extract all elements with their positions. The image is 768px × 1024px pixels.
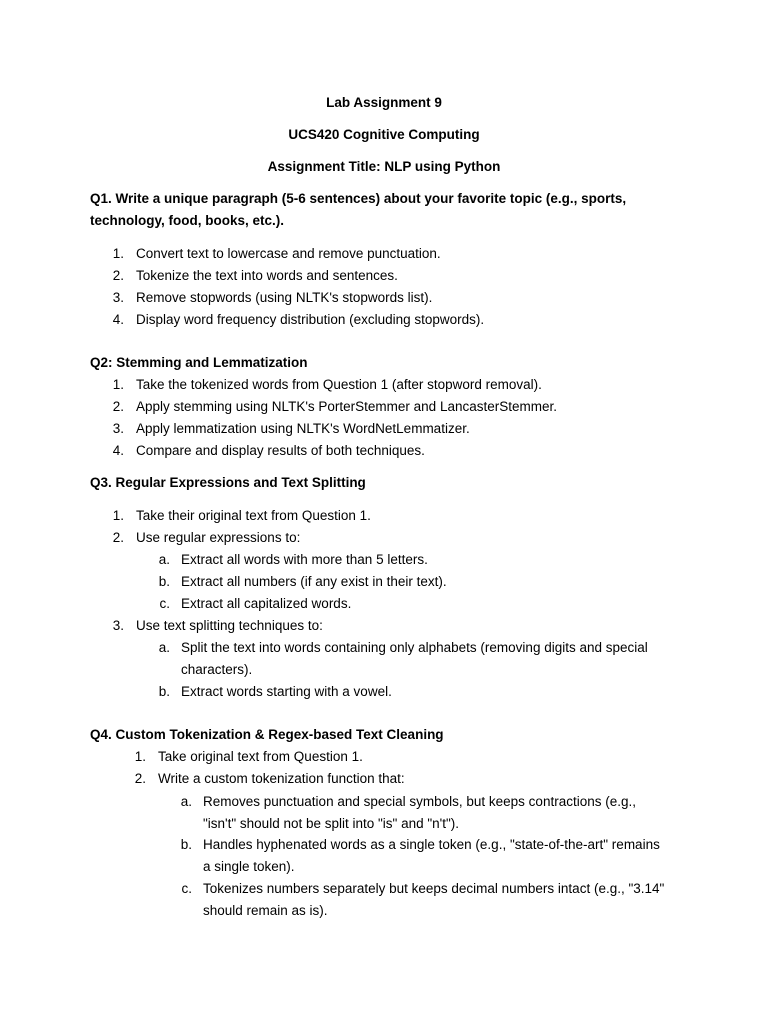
- lab-title: Lab Assignment 9: [326, 95, 442, 110]
- q1-item-text: Display word frequency distribution (excluding stopwords).: [136, 312, 485, 327]
- q3-subitem-letter: a.: [158, 552, 170, 567]
- q2-item-text: Compare and display results of both techniques.: [136, 443, 425, 458]
- q1-item-number: 1.: [112, 246, 124, 261]
- q3-item-number: 3.: [112, 618, 124, 633]
- q3-subitem-text: Extract words starting with a vowel.: [181, 684, 392, 699]
- course-title: UCS420 Cognitive Computing: [288, 127, 480, 142]
- q2-item-text: Take the tokenized words from Question 1 (after stopword removal).: [136, 377, 542, 392]
- q3-subitem-letter: c.: [159, 596, 170, 611]
- q1-heading-line2: technology, food, books, etc.).: [90, 213, 285, 228]
- q2-item-number: 1.: [112, 377, 124, 392]
- q3-item-text: Take their original text from Question 1.: [136, 508, 371, 523]
- q4-subitem-letter: c.: [181, 881, 192, 896]
- q4-heading: Q4. Custom Tokenization & Regex-based Text Cleaning: [90, 727, 444, 742]
- q2-item-number: 3.: [112, 421, 124, 436]
- q1-heading-line1: Q1. Write a unique paragraph (5-6 sentences) about your favorite topic (e.g., sports,: [90, 191, 627, 206]
- q4-item-text: Take original text from Question 1.: [158, 749, 363, 764]
- q4-subitem-text-line1: Removes punctuation and special symbols, but keeps contractions (e.g.,: [203, 794, 636, 809]
- q1-item-text: Remove stopwords (using NLTK's stopwords list).: [136, 290, 433, 305]
- q1-item-text: Tokenize the text into words and sentences.: [136, 268, 398, 283]
- q3-subitem-text: Extract all words with more than 5 letters.: [181, 552, 428, 567]
- q3-subitem-text: Extract all numbers (if any exist in their text).: [181, 574, 447, 589]
- q4-subitem-text-line2: a single token).: [203, 859, 295, 874]
- q2-item-number: 2.: [112, 399, 124, 414]
- q3-item-text: Use regular expressions to:: [136, 530, 301, 545]
- q3-subitem-letter: a.: [158, 640, 170, 655]
- q2-item-number: 4.: [112, 443, 124, 458]
- q3-subitem-letter: b.: [158, 684, 170, 699]
- q3-subitem-text-line2: characters).: [181, 662, 253, 677]
- q4-subitem-text-line2: "isn't" should not be split into "is" and "n't").: [203, 816, 460, 831]
- q3-subitem-letter: b.: [158, 574, 170, 589]
- q4-subitem-text-line1: Tokenizes numbers separately but keeps decimal numbers intact (e.g., "3.14": [203, 881, 665, 896]
- q4-item-text: Write a custom tokenization function that:: [158, 771, 405, 786]
- q4-subitem-text-line1: Handles hyphenated words as a single token (e.g., "state-of-the-art" remains: [203, 837, 660, 852]
- q1-item-text: Convert text to lowercase and remove punctuation.: [136, 246, 441, 261]
- q2-item-text: Apply stemming using NLTK's PorterStemmer and LancasterStemmer.: [136, 399, 557, 414]
- q3-item-number: 2.: [112, 530, 124, 545]
- q3-heading: Q3. Regular Expressions and Text Splitting: [90, 475, 366, 490]
- q1-item-number: 3.: [112, 290, 124, 305]
- q3-item-text: Use text splitting techniques to:: [136, 618, 323, 633]
- q2-item-text: Apply lemmatization using NLTK's WordNetLemmatizer.: [136, 421, 470, 436]
- q3-item-number: 1.: [112, 508, 124, 523]
- q4-subitem-letter: a.: [180, 794, 192, 809]
- q3-subitem-text: Extract all capitalized words.: [181, 596, 352, 611]
- q4-subitem-text-line2: should remain as is).: [203, 903, 328, 918]
- q1-item-number: 4.: [112, 312, 124, 327]
- assignment-title: Assignment Title: NLP using Python: [267, 159, 501, 174]
- q3-subitem-text-line1: Split the text into words containing only alphabets (removing digits and special: [181, 640, 648, 655]
- q1-item-number: 2.: [112, 268, 124, 283]
- q4-subitem-letter: b.: [180, 837, 192, 852]
- q4-item-number: 2.: [134, 771, 146, 786]
- q4-item-number: 1.: [134, 749, 146, 764]
- q2-heading: Q2: Stemming and Lemmatization: [90, 355, 308, 370]
